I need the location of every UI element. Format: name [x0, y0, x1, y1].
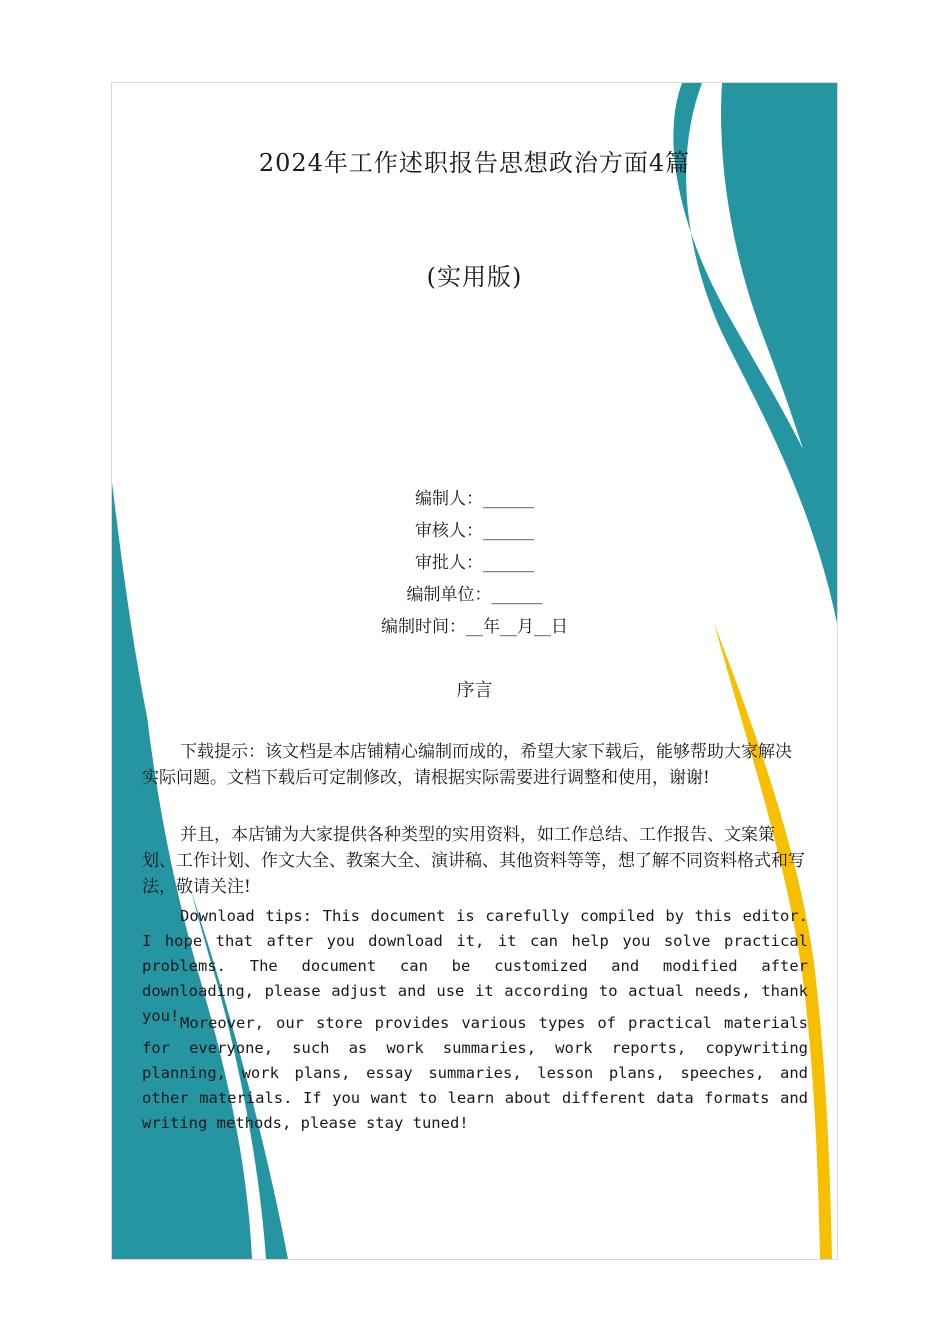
unit-field: 编制单位：______: [406, 585, 543, 605]
download-tip-paragraph-cn: 下载提示：该文档是本店铺精心编制而成的，希望大家下载后，能够帮助大家解决实际问题。文档下载后可定制修改，请根据实际需要进行调整和使用，谢谢!: [142, 742, 792, 788]
download-tip-paragraph-en: Download tips: This document is carefully compiled by this editor. I hope that after you download it, it can help you solve practical problems. The document can be customized and modified after downloading, please adjust and use it according to actual needs, thank you!: [142, 907, 808, 1025]
document-title: 2024年工作述职报告思想政治方面4篇: [258, 149, 691, 177]
approver-field: 审批人：______: [415, 553, 534, 573]
store-info-paragraph-cn: 并且，本店铺为大家提供各种类型的实用资料，如工作总结、工作报告、文案策划、工作计划、作文大全、教案大全、演讲稿、其他资料等等，想了解不同资料格式和写法，敬请关注!: [142, 825, 805, 897]
store-info-paragraph-en: Moreover, our store provides various types of practical materials for everyone, such as work summaries, work reports, copywriting planning, work plans, essay summaries, lesson plans, speeches, and other materials. If you want to learn about different data formats and writing methods, please stay tuned!: [142, 1014, 808, 1132]
document-page: [111, 82, 838, 1260]
document-content: [112, 83, 837, 1259]
editor-field: 编制人：______: [415, 489, 534, 509]
reviewer-field: 审核人：______: [415, 521, 534, 541]
date-field: 编制时间：__年__月__日: [381, 617, 568, 637]
preface-heading: 序言: [456, 680, 493, 701]
document-subtitle: (实用版): [426, 263, 523, 291]
